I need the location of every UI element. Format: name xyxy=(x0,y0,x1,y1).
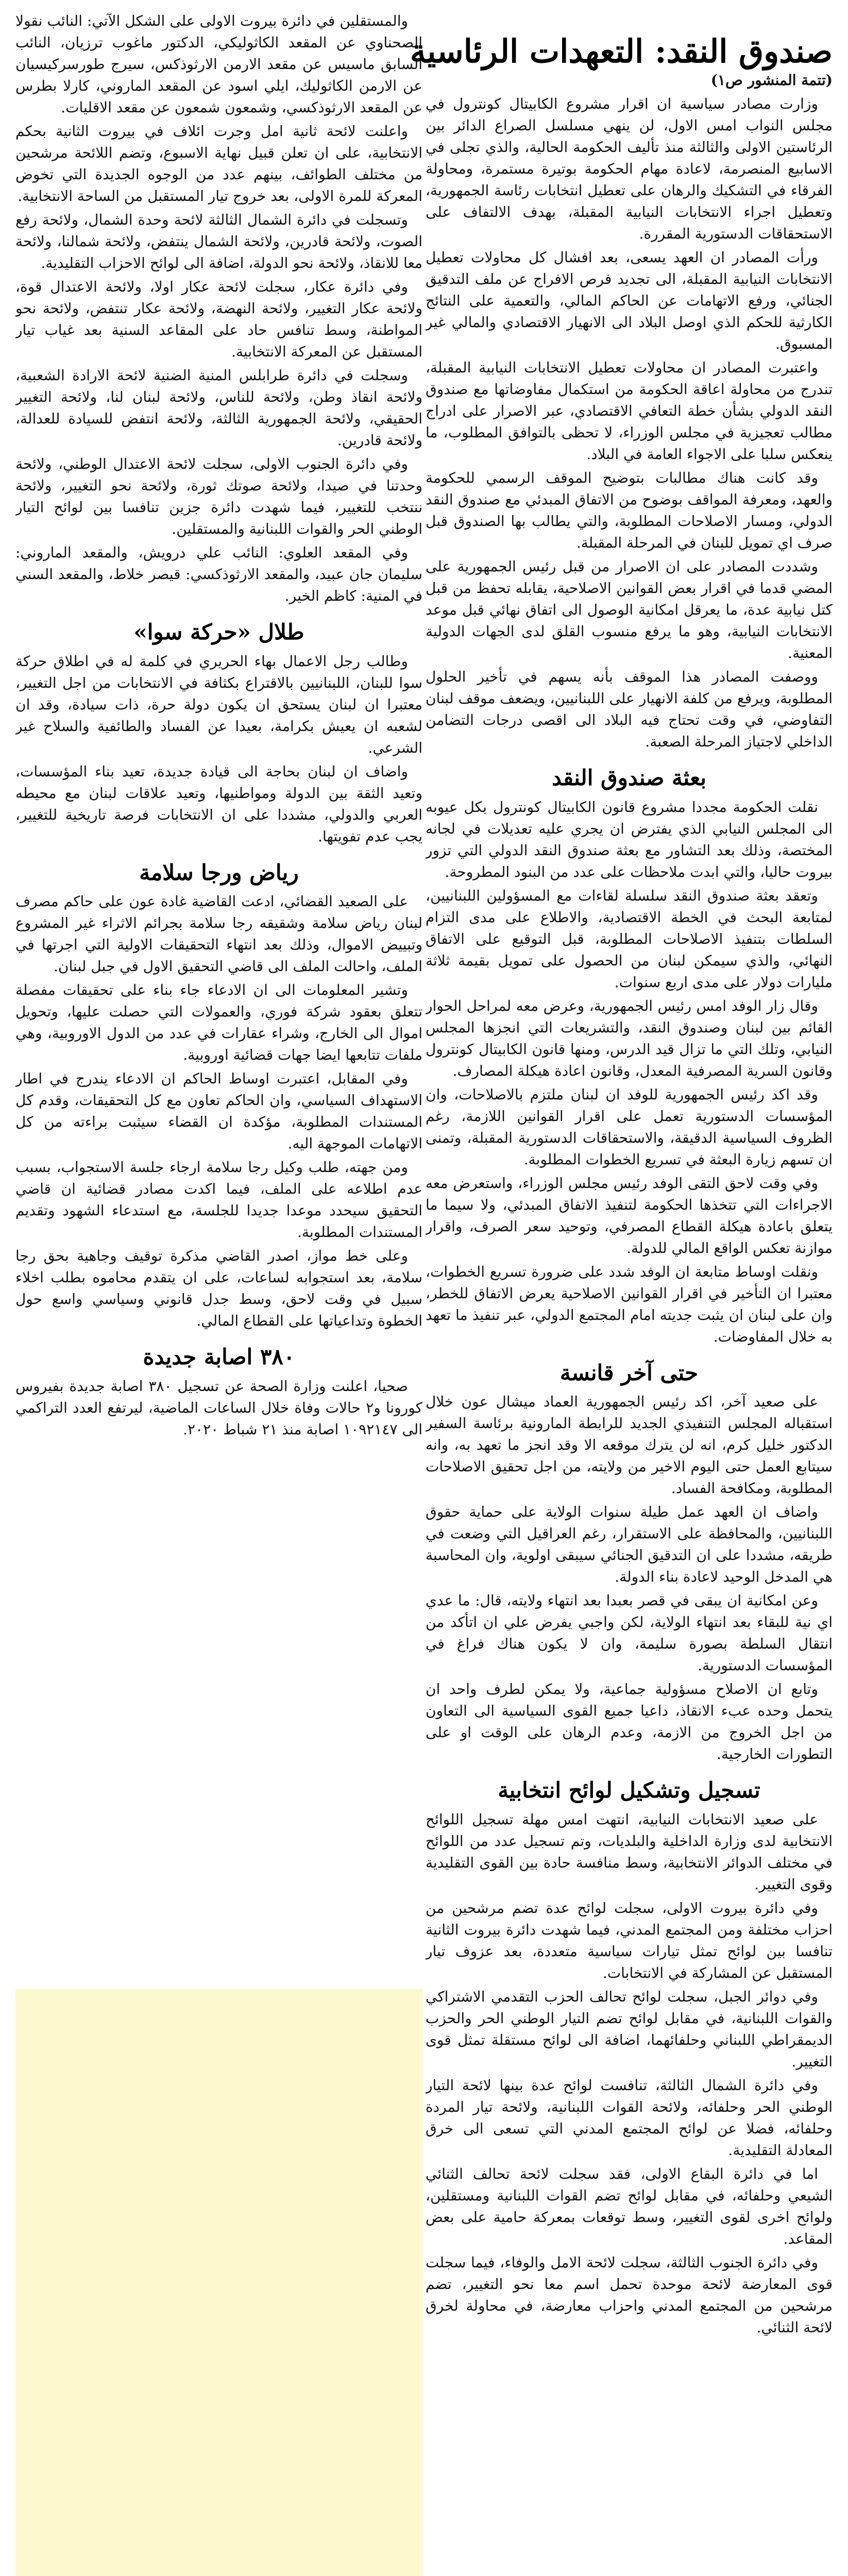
article-paragraph: واضاف ان العهد عمل طيلة سنوات الولاية على حماية حقوق اللبنانيين، والمحافظة على الاستقرار، رغم العراقيل التي وضعت في طريقه، مشددا على ان التدقيق الجنائي سيبقى اولوية، وان المحاسبة هي المدخل الوحيد لاعادة بناء الدولة. xyxy=(426,1503,833,1586)
article-paragraph: وفي دائرة الجنوب الثالثة، سجلت لائحة الامل والوفاء، فيما سجلت قوى المعارضة لائحة موحدة تحمل اسم معا نحو التغيير، تضم مرشحين من المجتمع المدني واحزاب معارضة، في محاولة لخرق لائحة الثنائي. xyxy=(426,2253,833,2336)
article-paragraph: وفي المقابل، اعتبرت اوساط الحاكم ان الادعاء يندرج في اطار الاستهداف السياسي، وان الحاكم تعاون مع كل التحقيقات، وقدم كل المستندات المطلوبة، مؤكدة ان القضاء سيثبت براءته من كل الاتهامات الموجهة اليه. xyxy=(15,1070,422,1153)
article-paragraph: وفي دائرة الجنوب الاولى، سجلت لائحة الاعتدال الوطني، ولائحة وحدتنا في صيدا، ولائحة صوتك ثورة، ولائحة نحو التغيير، ولائحة ننتخب للتغيير، فيما شهدت دائرة جزين تنافسا بين لوائح التيار الوطني الحر والقوات اللبنانية والمستقلين. xyxy=(15,455,422,537)
article-paragraph: وقد اكد رئيس الجمهورية للوفد ان لبنان ملتزم بالاصلاحات، وان المؤسسات الدستورية تعمل على اقرار القوانين اللازمة، رغم الظروف السياسية الدقيقة، والاستحقاقات الدستورية المقبلة، وتمنى ان تسهم زيارة البعثة في تسريع الخطوات المطلوبة. xyxy=(426,1086,833,1168)
advertisement-box xyxy=(15,1989,422,2576)
article-column-left xyxy=(15,10,422,1968)
article-paragraph: ومن جهته، طلب وكيل رجا سلامة ارجاء جلسة الاستجواب، بسبب عدم اطلاعه على الملف، فيما اكدت مصادر قضائية ان قاضي التحقيق سيحدد موعدا جديدا للجلسة، مع استدعاء الشهود وتقديم المستندات المطلوبة. xyxy=(15,1159,422,1241)
article-paragraph: وفي دائرة الشمال الثالثة، تنافست لوائح عدة بينها لائحة التيار الوطني الحر وحلفائه، ولائحة القوات اللبنانية، ولائحة تيار المردة وحلفائه، فضلا عن لوائح المجتمع المدني التي تسعى الى خرق المعادلة التقليدية. xyxy=(426,2076,833,2159)
article-paragraph: وفي دائرة بيروت الاولى، سجلت لوائح عدة تضم مرشحين من احزاب مختلفة ومن المجتمع المدني، فيما شهدت دائرة بيروت الثانية تنافسا بين لوائح تمثل تيارات سياسية متعددة، بعد عزوف تيار المستقبل عن المشاركة في الانتخابات. xyxy=(426,1899,833,1981)
article-paragraph: وتشير المعلومات الى ان الادعاء جاء بناء على تحقيقات مفصلة تتعلق بعقود شركة فوري، والعمولات التي حصلت عليها، وتحويل اموال الى الخارج، وشراء عقارات في عدد من الدول الاوروبية، وهي ملفات تتابعها ايضا جهات قضائية اوروبية. xyxy=(15,981,422,1064)
article-paragraph: وزارت مصادر سياسية ان اقرار مشروع الكابيتال كونترول في مجلس النواب امس الاول، لن ينهي مسلسل الصراع الدائر بين الرئاستين الاولى والثالثة منذ تأليف الحكومة الحالية، والذي تجلى في الاسابيع المنصرمة، لاعادة مهام الحكومة بوتيرة مستمرة، ومحاولة الفرقاء في التشكيك والرهان على تعطيل انتخابات رئاسة الجمهورية، وتعطيل اجراء الانتخابات النيابية المقبلة، بهدف الالتفاف على الاستحقاقات الدستورية المقررة. xyxy=(426,95,833,242)
article-paragraph: على الصعيد القضائي، ادعت القاضية غادة عون على حاكم مصرف لبنان رياض سلامة وشقيقه رجا سلامة بجرائم الاثراء غير المشروع وتبييض الاموال، وذلك بعد انتهاء التحقيقات الاولية التي اجرتها في الملف، واحالت الملف الى قاضي التحقيق الاول في جبل لبنان. xyxy=(15,893,422,975)
article-paragraph: وعلى خط مواز، اصدر القاضي مذكرة توقيف وجاهية بحق رجا سلامة، بعد استجوابه لساعات، على ان يتقدم محاموه بطلب اخلاء سبيل في وقت لاحق، وسط جدل قانوني وسياسي واسع حول الخطوة وتداعياتها على القطاع المالي. xyxy=(15,1247,422,1330)
section-subhead: حتى آخر قانسة xyxy=(559,1360,699,1385)
article-paragraph: واعلنت لائحة ثانية امل وجرت ائلاف في بيروت الثانية بحكم الانتخابية، على ان تعلن قبيل نهاية الاسبوع، وتضم اللائحة مرشحين من مختلف الطوائف، بينهم عدد من الوجوه الجديدة التي تخوض المعركة للمرة الاولى، بعد خروج تيار المستقبل من الساحة الانتخابية. xyxy=(15,123,422,205)
article-paragraph: وطالب رجل الاعمال بهاء الحريري في كلمة له في اطلاق حركة سوا للبنان، اللبنانيين بالاقتراع بكثافة في الانتخابات من اجل التغيير، معتبرا ان لبنان يستحق ان يكون دولة حرة، ذات سيادة، وقد ان لشعبه ان يعيش بكرامة، بعيدا عن الفساد والطائفية والسلاح غير الشرعي. xyxy=(15,652,422,756)
article-paragraph: صحيا، اعلنت وزارة الصحة عن تسجيل ٣٨٠ اصابة جديدة بفيروس كورونا و٢ حالات وفاة خلال الساعات الماضية، ليرتفع العدد التراكمي الى ١٠٩٢١٤٧ اصابة منذ ٢١ شباط ٢٠٢٠. xyxy=(15,1377,422,1438)
article-paragraph: وفي دوائر الجبل، سجلت لوائح تحالف الحزب التقدمي الاشتراكي والقوات اللبنانية، في مقابل لوائح تضم التيار الوطني الحر والحزب الديمقراطي اللبناني وحلفائهما، اضافة الى لوائح مستقلة تمثل قوى التغيير. xyxy=(426,1988,833,2070)
article-paragraph: ورأت المصادر ان العهد يسعى، بعد افشال كل محاولات تعطيل الانتخابات النيابية المقبلة، الى تجديد فرص الافراج عن ملف التدقيق الجنائي، ورفع الاتهامات عن الحاكم المالي، والتعمية على النتائج الكارثية للحكم الذي اوصل البلاد الى الانهيار الاقتصادي والمالي غير المسبوق. xyxy=(426,249,833,352)
article-paragraph: واعتبرت المصادر ان محاولات تعطيل الانتخابات النيابية المقبلة، تندرج من محاولة اعاقة الحكومة من استكمال مفاوضاتها مع صندوق النقد الدولي بشأن خطة التعافي الاقتصادي، عبر الاصرار على ادراج مطالب تعجيزية في مجلس الوزراء، لا تحظى بالتوافق المطلوب، ما ينعكس سلبا على الاجواء العامة في البلاد. xyxy=(426,359,833,463)
article-paragraph: وعن امكانية ان يبقى في قصر بعبدا بعد انتهاء ولايته، قال: ما عدي اي نية للبقاء بعد انتهاء الولاية، لكن واجبي يفرض علي ان اتأكد من انتقال السلطة بصورة سليمة، وان لا يكون هناك فراغ في المؤسسات الدستورية. xyxy=(426,1592,833,1674)
article-paragraph: اما في دائرة البقاع الاولى، فقد سجلت لائحة تحالف الثنائي الشيعي وحلفائه، في مقابل لوائح تضم القوات اللبنانية ومستقلين، ولوائح اخرى لقوى التغيير، وسط توقعات بمعركة حامية على بعض المقاعد. xyxy=(426,2165,833,2247)
article-paragraph: واضاف ان لبنان بحاجة الى قيادة جديدة، تعيد بناء المؤسسات، وتعيد الثقة بين الدولة ومواطنيها، وتعيد علاقات لبنان مع محيطه العربي والدولي، مشددا على ان الانتخابات فرصة تاريخية للتغيير، يجب عدم تفويتها. xyxy=(15,762,422,845)
article-paragraph: ونقلت اوساط متابعة ان الوفد شدد على ضرورة تسريع الخطوات، معتبرا ان التأخير في اقرار القوانين الاصلاحية يعرض الاتفاق للخطر، وان على لبنان ان يثبت جديته امام المجتمع الدولي، عبر تنفيذ ما تعهد به خلال المفاوضات. xyxy=(426,1263,833,1345)
article-paragraph: وقال زار الوفد امس رئيس الجمهورية، وعرض معه لمراحل الحوار القائم بين لبنان وصندوق النقد، والتشريعات التي انجزها المجلس النيابي، وتلك التي ما تزال قيد الدرس، ومنها قانون الكابيتال كونترول وقانون السرية المصرفية المعدل، وقانون اعادة هيكلة المصارف. xyxy=(426,997,833,1079)
section-subhead: بعثة صندوق النقد xyxy=(551,765,707,790)
article-paragraph: وتعقد بعثة صندوق النقد سلسلة لقاءات مع المسؤولين اللبنانيين، لمتابعة البحث في الخطة الاقتصادية، والاطلاع على مدى التزام السلطات بتنفيذ الاصلاحات المطلوبة، قبل التوقيع على الاتفاق النهائي، والذي سيمكن لبنان من الحصول على تمويل بقيمة ثلاثة مليارات دولار على مدى اربع سنوات. xyxy=(426,887,833,991)
article-paragraph: وتسجلت في دائرة الشمال الثالثة لائحة وحدة الشمال، ولائحة رفع الصوت، ولائحة قادرين، ولائحة الشمال ينتفض، ولائحة شمالنا، ولائحة معا للانقاذ، ولائحة نحو الدولة، اضافة الى لوائح الاحزاب التقليدية. xyxy=(15,211,422,272)
article-paragraph: على صعيد الانتخابات النيابية، انتهت امس مهلة تسجيل اللوائح الانتخابية لدى وزارة الداخلية والبلديات، وتم تسجيل عدد من اللوائح في مختلف الدوائر الانتخابية، وسط منافسة حادة بين القوى التقليدية وقوى التغيير. xyxy=(426,1810,833,1893)
article-paragraph: وسجلت في دائرة طرابلس المنية الضنية لائحة الارادة الشعبية، ولائحة انقاذ وطن، ولائحة للناس، ولائحة لبنان لنا، ولائحة التغيير الحقيقي، ولائحة الجمهورية الثالثة، ولائحة انتفض للسيادة للعدالة، ولائحة قادرين. xyxy=(15,367,422,449)
article-headline: صندوق النقد: التعهدات الرئاسية xyxy=(410,32,833,70)
article-paragraph: وتابع ان الاصلاح مسؤولية جماعية، ولا يمكن لطرف واحد ان يتحمل وحده عبء الانقاذ، داعيا جميع القوى السياسية الى التعاون من اجل الخروج من الازمة، وعدم الرهان على الوقت او على التطورات الخارجية. xyxy=(426,1681,833,1763)
article-paragraph: وشددت المصادر على ان الاصرار من قبل رئيس الجمهورية على المضي قدما في اقرار بعض القوانين الاصلاحية، يقابله تحفظ من قبل كتل نيابية عدة، ما يعرقل امكانية الوصول الى اتفاق نهائي قبل موعد الانتخابات النيابية، وهو ما يرفع منسوب القلق لدى الجهات الدولية المعنية. xyxy=(426,558,833,662)
article-paragraph: على صعيد آخر، اكد رئيس الجمهورية العماد ميشال عون خلال استقباله المجلس التنفيذي الجديد للرابطة المارونية برئاسة السفير الدكتور خليل كرم، انه لن يترك موقعه الا وقد انجز ما تعهد به، وانه سيتابع العمل حتى اليوم الاخير من ولايته، من اجل تحقيق الاصلاحات المطلوبة، ومكافحة الفساد. xyxy=(426,1393,833,1497)
article-column-right xyxy=(426,70,833,2576)
continuation-note: (تتمة المنشور ص١) xyxy=(710,72,833,89)
section-subhead: طلال «حركة سوا» xyxy=(133,619,304,645)
section-subhead: ٣٨٠ اصابة جديدة xyxy=(143,1344,295,1370)
article-paragraph: ووصفت المصادر هذا الموقف بأنه يسهم في تأخير الحلول المطلوبة، ويرفع من كلفة الانهيار على اللبنانيين، ويضعف موقف لبنان التفاوضي، في وقت تحتاج فيه البلاد الى اقصى درجات التضامن الداخلي لاجتياز المرحلة الصعبة. xyxy=(426,668,833,750)
article-paragraph: وفي دائرة عكار، سجلت لائحة عكار اولا، ولائحة الاعتدال قوة، ولائحة عكار التغيير، ولائحة النهضة، ولائحة عكار تنتفض، ولائحة نحو المواطنة، وسط تنافس حاد على المقاعد السنية بعد غياب تيار المستقبل عن المعركة الانتخابية. xyxy=(15,278,422,360)
section-subhead: رياض ورجا سلامة xyxy=(139,859,299,885)
article-paragraph: وفي المقعد العلوي: النائب علي درويش، والمقعد الماروني: سليمان جان عبيد، والمقعد الارثوذكسي: قيصر خلاط، والمقعد السني في المنية: كاظم الخير. xyxy=(15,544,422,604)
article-paragraph: وفي وقت لاحق التقى الوفد رئيس مجلس الوزراء، واستعرض معه الاجراءات التي تتخذها الحكومة لتنفيذ الاتفاق المبدئي، ولا سيما ما يتعلق باعادة هيكلة القطاع المصرفي، وتوحيد سعر الصرف، واقرار موازنة تعكس الواقع المالي للدولة. xyxy=(426,1174,833,1257)
section-subhead: تسجيل وتشكيل لوائح انتخابية xyxy=(498,1777,760,1803)
article-paragraph: نقلت الحكومة مجددا مشروع قانون الكابيتال كونترول بكل عيوبه الى المجلس النيابي الذي يفترض ان يجري عليه تعديلات في لجانه المختصة، وذلك بعد التشاور مع بعثة صندوق النقد الدولي التي تزور بيروت حاليا، والتي ابدت ملاحظات على عدد من البنود المطروحة. xyxy=(426,798,833,880)
article-paragraph: والمستقلين في دائرة بيروت الاولى على الشكل الآتي: النائب نقولا الصحناوي عن المقعد الكاثوليكي، الدكتور ماغوب ترزيان، النائب السابق ماسيس عن مقعد الارمن الارثوذكس، سيرج طورسركيسيان عن الارمن الكاثوليك، ايلي اسود عن المقعد الماروني، كارلا بطرس عن المقعد الارثوذكسي، وشمعون شمعون عن مقعد الاقليات. xyxy=(15,12,422,116)
article-paragraph: وقد كانت هناك مطالبات بتوضيح الموقف الرسمي للحكومة والعهد، ومعرفة المواقف بوضوح من الاتفاق المبدئي مع صندوق النقد الدولي، ومسار الاصلاحات المطلوبة، والتي يطالب بها الصندوق قبل صرف اي تمويل للبنان في المرحلة المقبلة. xyxy=(426,469,833,551)
